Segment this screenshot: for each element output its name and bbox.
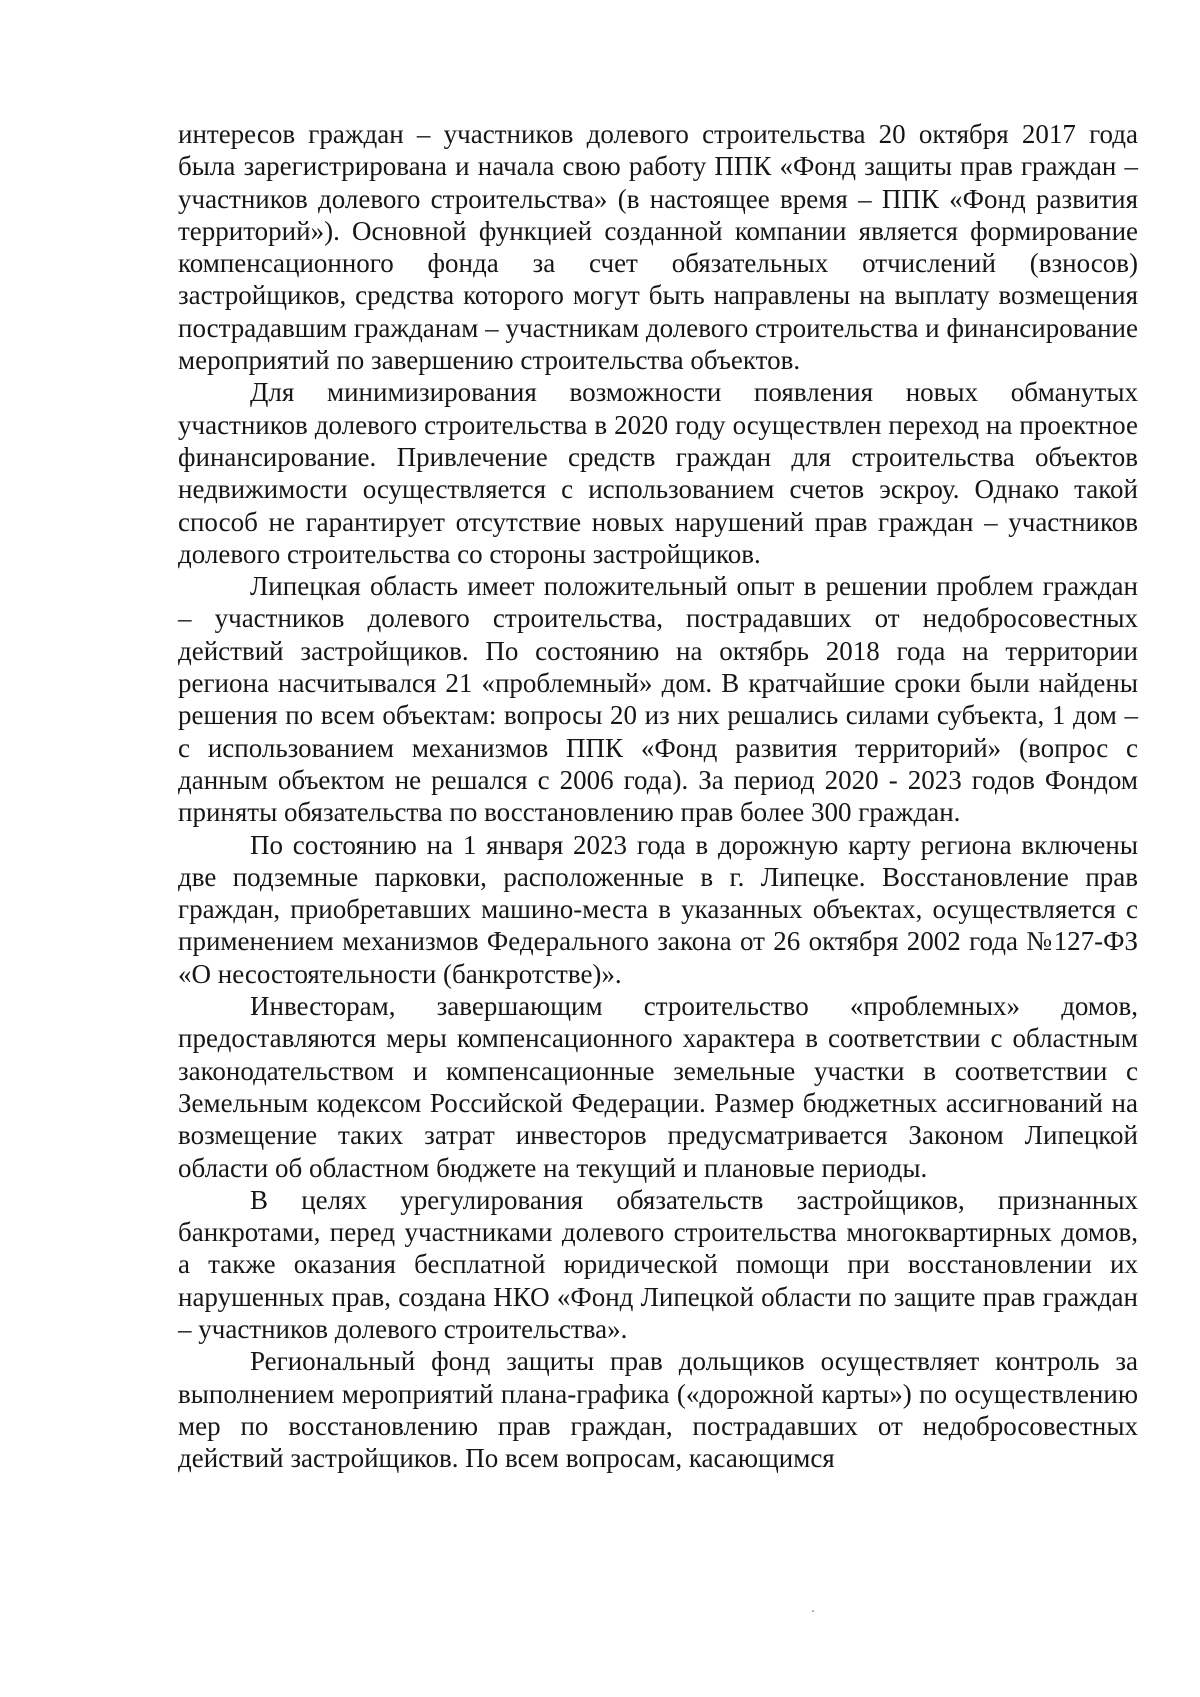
paragraph-underground-parking: По состоянию на 1 января 2023 года в дорожную карту региона включены две подземные парковки, расположенные в г. Липецке. Восстановление прав граждан, приобретавших машино-места в указанных объектах, осуществляется с применением механизмов Федерального закона от 26 октября 2002 года №127-ФЗ «О несостоятельности (банкротстве)». <box>178 829 1138 989</box>
paragraph-nko-fund: В целях урегулирования обязательств застройщиков, признанных банкротами, перед участниками долевого строительства многоквартирных домов, а также оказания бесплатной юридической помощи при восстановлении их нарушенных прав, создана НКО «Фонд Липецкой области по защите прав граждан – участников долевого строительства». <box>178 1184 1138 1344</box>
document-body <box>178 118 1138 1474</box>
paragraph-regional-fund-control: Региональный фонд защиты прав дольщиков осуществляет контроль за выполнением мероприятий плана-графика («дорожной карты») по осуществлению мер по восстановлению прав граждан, пострадавших от недобросовестных действий застройщиков. По всем вопросам, касающимся <box>178 1346 1138 1474</box>
scan-speck <box>812 1610 814 1612</box>
paragraph-investors-compensation: Инвесторам, завершающим строительство «проблемных» домов, предоставляются меры компенсационного характера в соответствии с областным законодательством и компенсационные земельные участки в соответствии с Земельным кодексом Российской Федерации. Размер бюджетных ассигнований на возмещение таких затрат инвесторов предусматривается Законом Липецкой области об областном бюджете на текущий и плановые периоды. <box>178 991 1138 1183</box>
paragraph-lipetsk-experience: Липецкая область имеет положительный опыт в решении проблем граждан – участников долевого строительства, пострадавших от недобросовестных действий застройщиков. По состоянию на октябрь 2018 года на территории региона насчитывался 21 «проблемный» дом. В кратчайшие сроки были найдены решения по всем объектам: вопросы 20 из них решались силами субъекта, 1 дом – с использованием механизмов ППК «Фонд развития территорий» (вопрос с данным объектом не решался с 2006 года). За период 2020 - 2023 годов Фондом приняты обязательства по восстановлению прав более 300 граждан. <box>178 571 1138 828</box>
paragraph-ppk-fund: интересов граждан – участников долевого строительства 20 октября 2017 года была зарегистрирована и начала свою работу ППК «Фонд защиты прав граждан – участников долевого строительства» (в настоящее время – ППК «Фонд развития территорий»). Основной функцией созданной компании является формирование компенсационного фонда за счет обязательных отчислений (взносов) застройщиков, средства которого могут быть направлены на выплату возмещения пострадавшим гражданам – участникам долевого строительства и финансирование мероприятий по завершению строительства объектов. <box>178 119 1138 376</box>
paragraph-project-financing: Для минимизирования возможности появления новых обманутых участников долевого строительства в 2020 году осуществлен переход на проектное финансирование. Привлечение средств граждан для строительства объектов недвижимости осуществляется с использованием счетов эскроу. Однако такой способ не гарантирует отсутствие новых нарушений прав граждан – участников долевого строительства со стороны застройщиков. <box>178 377 1138 569</box>
